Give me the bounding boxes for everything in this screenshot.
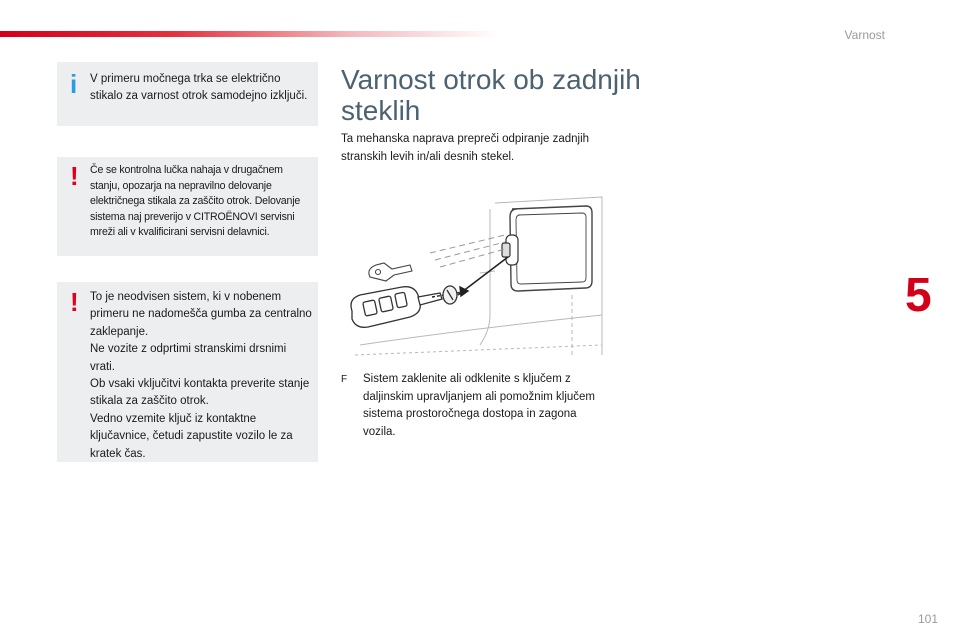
warning-icon: ! [70, 161, 79, 191]
remote-key-fob [351, 287, 442, 328]
lock-cylinder [443, 286, 457, 304]
rear-window [510, 206, 592, 291]
warning-note-indicator [57, 157, 318, 256]
child-lock-illustration [340, 195, 606, 360]
header-accent-bar [0, 31, 500, 37]
page-number: 101 [917, 612, 938, 626]
warning-line: Ob vsaki vključitvi kontakta preverite stanje stikala za zaščito otrok. [90, 378, 310, 408]
pointer-line [458, 257, 508, 295]
chapter-number: 5 [905, 269, 932, 322]
section-title: Varnost [844, 28, 885, 42]
warning-line: To je neodvisen sistem, ki v nobenem primeru ne nadomešča gumba za centralno zaklepanje. [90, 291, 312, 338]
warning-icon: ! [70, 287, 79, 317]
info-icon: i [70, 69, 78, 99]
intro-paragraph: Ta mehanska naprava prepreči odpiranje zadnjih stranskih levih in/ali desnih stekel. [341, 133, 590, 163]
mechanical-key [369, 263, 412, 281]
warning-note-text: Če se kontrolna lučka nahaja v drugačnem stanju, opozarja na nepravilno delovanje električnega stikala za zaščito otrok. Delovanje sistema naj preverijo v CITROËNOVI servisni mreži ali v kvalificirani servisni delavnici. [90, 164, 301, 239]
info-note [57, 62, 318, 126]
instruction-text: Sistem zaklenite ali odklenite s ključem z daljinskim upravljanjem ali pomožnim ključem sistema prostoročnega dostopa in zagona vozila. [363, 373, 595, 438]
info-note-text: V primeru močnega trka se električno stikalo za varnost otrok samodejno izključi. [90, 73, 308, 102]
bullet-marker: F [341, 374, 348, 385]
warning-note-lines [90, 289, 312, 463]
warning-line: Vedno vzemite ključ iz kontaktne ključavnice, četudi zapustite vozilo le za kratek čas. [90, 412, 293, 460]
warning-line: Ne vozite z odprtimi stranskimi drsnimi vrati. [90, 343, 287, 373]
page-title: Varnost otrok ob zadnjih steklih [341, 64, 641, 126]
hatch-lines [430, 235, 505, 267]
warning-note-system [57, 282, 318, 462]
